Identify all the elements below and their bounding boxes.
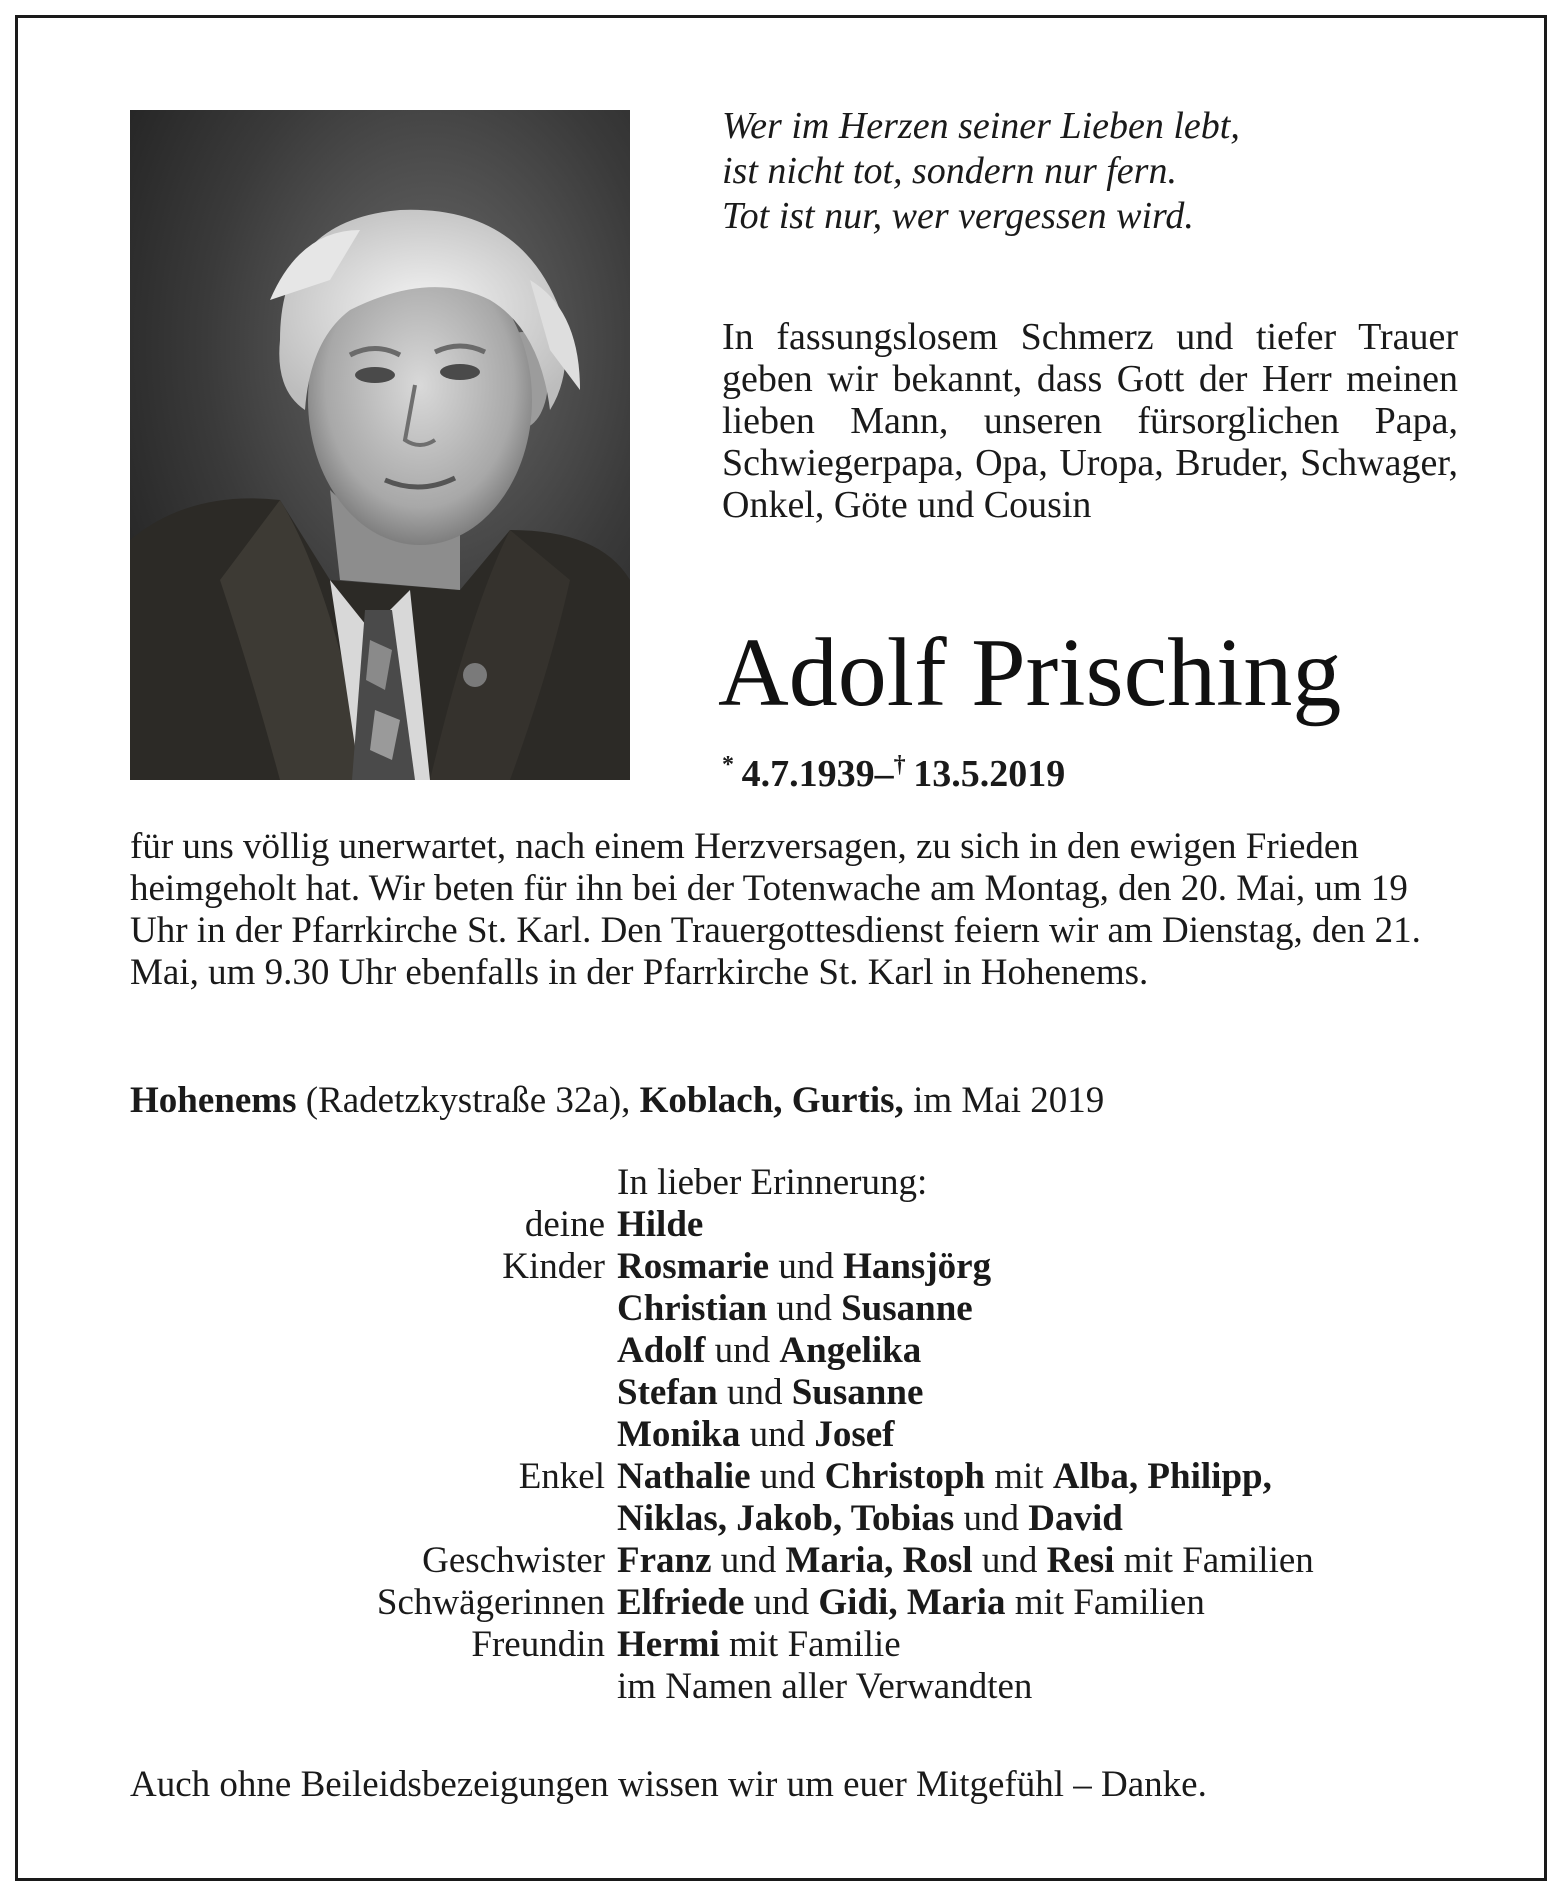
mourner-relation: Enkel [518, 1456, 605, 1497]
mourner-row [130, 1246, 1460, 1288]
mourner-names [617, 1582, 1460, 1624]
mourner-name: Maria, Rosl [785, 1540, 973, 1581]
place-date-line [130, 1078, 1430, 1124]
mourner-relation [130, 1288, 617, 1330]
poem-line: ist nicht tot, sondern nur fern. [722, 150, 1177, 192]
death-date: 13.5.2019 [913, 753, 1066, 795]
mourner-name: Christoph [824, 1456, 985, 1497]
mourner-name: Hermi [617, 1624, 720, 1665]
mourner-names [617, 1666, 1460, 1708]
mourner-name: Stefan [617, 1372, 718, 1413]
place-date: im Mai 2019 [913, 1080, 1105, 1121]
place-town: Hohenems [130, 1080, 297, 1121]
poem-line: Wer im Herzen seiner Lieben lebt, [722, 105, 1240, 147]
portrait-photo [130, 110, 630, 780]
mourner-names [617, 1372, 1460, 1414]
birth-symbol: * [722, 752, 734, 778]
mourner-connector: und [767, 1288, 842, 1329]
mourner-name: Rosmarie [617, 1246, 770, 1287]
mourner-name: Susanne [791, 1372, 924, 1413]
mourner-name: Nathalie [617, 1456, 751, 1497]
mourner-connector: und [740, 1414, 815, 1455]
birth-date: 4.7.1939 [741, 753, 875, 795]
poem-line: Tot ist nur, wer vergessen wird. [722, 195, 1194, 237]
mourners-list [130, 1162, 1460, 1708]
mourner-connector: mit Familien [1005, 1582, 1205, 1623]
mourner-row [130, 1456, 1460, 1498]
mourner-name: Susanne [841, 1288, 973, 1329]
place-address: (Radetzkystraße 32a), [305, 1080, 631, 1121]
mourners-heading: In lieber Erinnerung: [617, 1162, 928, 1203]
mourner-relation: Freundin [471, 1624, 605, 1665]
intro-paragraph: In fassungslosem Schmerz und tiefer Trauer geben wir bekannt, dass Gott der Herr meinen lieben Mann, unseren fürsorglichen Papa, Schwiegerpapa, Opa, Uropa, Bruder, Schwager, Onkel, Göte und Cousin [722, 316, 1458, 526]
mourner-row [130, 1624, 1460, 1666]
mourner-row [130, 1330, 1460, 1372]
mourner-relation [130, 1372, 617, 1414]
mourner-relation [130, 1666, 617, 1708]
life-dates [722, 742, 1065, 797]
mourner-row [130, 1372, 1460, 1414]
mourner-relation: Schwägerinnen [376, 1582, 605, 1623]
closing-line: Auch ohne Beileidsbezeigungen wissen wir um euer Mitgefühl – Danke. [130, 1764, 1207, 1805]
mourner-connector: mit [985, 1456, 1053, 1497]
mourner-relation [130, 1498, 617, 1540]
mourner-row [130, 1540, 1460, 1582]
mourner-connector: und [750, 1456, 825, 1497]
mourner-name: Angelika [779, 1330, 922, 1371]
mourner-name: Christian [617, 1288, 768, 1329]
mourner-names [617, 1414, 1460, 1456]
mourner-relation: deine [524, 1204, 605, 1245]
mourner-name: Adolf [617, 1330, 706, 1371]
mourner-name: Niklas, Jakob, Tobias [617, 1498, 955, 1539]
mourner-relation: Kinder [502, 1246, 605, 1287]
mourner-names [617, 1456, 1460, 1498]
mourner-row [130, 1582, 1460, 1624]
mourner-name: Elfriede [617, 1582, 745, 1623]
mourner-relation [130, 1330, 617, 1372]
mourner-names [617, 1288, 1460, 1330]
mourner-name: Franz [617, 1540, 712, 1581]
mourner-name: Resi [1046, 1540, 1115, 1581]
mourner-names [617, 1498, 1460, 1540]
mourner-row [130, 1666, 1460, 1708]
mourner-names [617, 1624, 1460, 1666]
mourner-name: Josef [814, 1414, 895, 1455]
mourner-connector: und [972, 1540, 1047, 1581]
mourner-names [617, 1246, 1460, 1288]
mourner-names [617, 1540, 1460, 1582]
mourner-name: Alba, Philipp, [1052, 1456, 1272, 1497]
mourner-name: Hansjörg [843, 1246, 992, 1287]
mourner-connector: und [769, 1246, 844, 1287]
mourner-row [130, 1288, 1460, 1330]
mourner-connector: mit Familien [1114, 1540, 1314, 1581]
place-towns: Koblach, Gurtis, [639, 1080, 904, 1121]
body-paragraph: für uns völlig unerwartet, nach einem Herzversagen, zu sich in den ewigen Frieden heimgeholt hat. Wir beten für ihn bei der Totenwache am Montag, den 20. Mai, um 19 Uhr in der Pfarrkirche St. Karl. Den Trauergottesdienst feiern wir am Dienstag, den 21. Mai, um 9.30 Uhr ebenfalls in der Pfarrkirche St. Karl in Hohenems. [130, 826, 1421, 993]
mourner-relation: Geschwister [422, 1540, 605, 1581]
mourners-heading-row [130, 1162, 1460, 1204]
mourner-connector: und [705, 1330, 780, 1371]
mourner-names [617, 1204, 1460, 1246]
mourner-connector: und [711, 1540, 786, 1581]
death-symbol: † [893, 752, 906, 778]
mourner-connector: und [744, 1582, 819, 1623]
deceased-name: Adolf Prisching [718, 619, 1342, 727]
mourner-connector: mit Familie [719, 1624, 901, 1665]
mourner-name: Gidi, Maria [818, 1582, 1006, 1623]
mourner-name: Hilde [617, 1204, 704, 1245]
mourner-relation [130, 1414, 617, 1456]
mourner-row [130, 1414, 1460, 1456]
mourner-connector: im Namen aller Verwandten [617, 1666, 1033, 1707]
mourner-connector: und [954, 1498, 1029, 1539]
mourner-name: Monika [617, 1414, 741, 1455]
mourner-connector: und [717, 1372, 792, 1413]
mourner-row [130, 1498, 1460, 1540]
poem [722, 104, 1422, 239]
mourner-names [617, 1330, 1460, 1372]
mourner-name: David [1028, 1498, 1123, 1539]
mourner-row [130, 1204, 1460, 1246]
date-separator: – [874, 753, 894, 795]
